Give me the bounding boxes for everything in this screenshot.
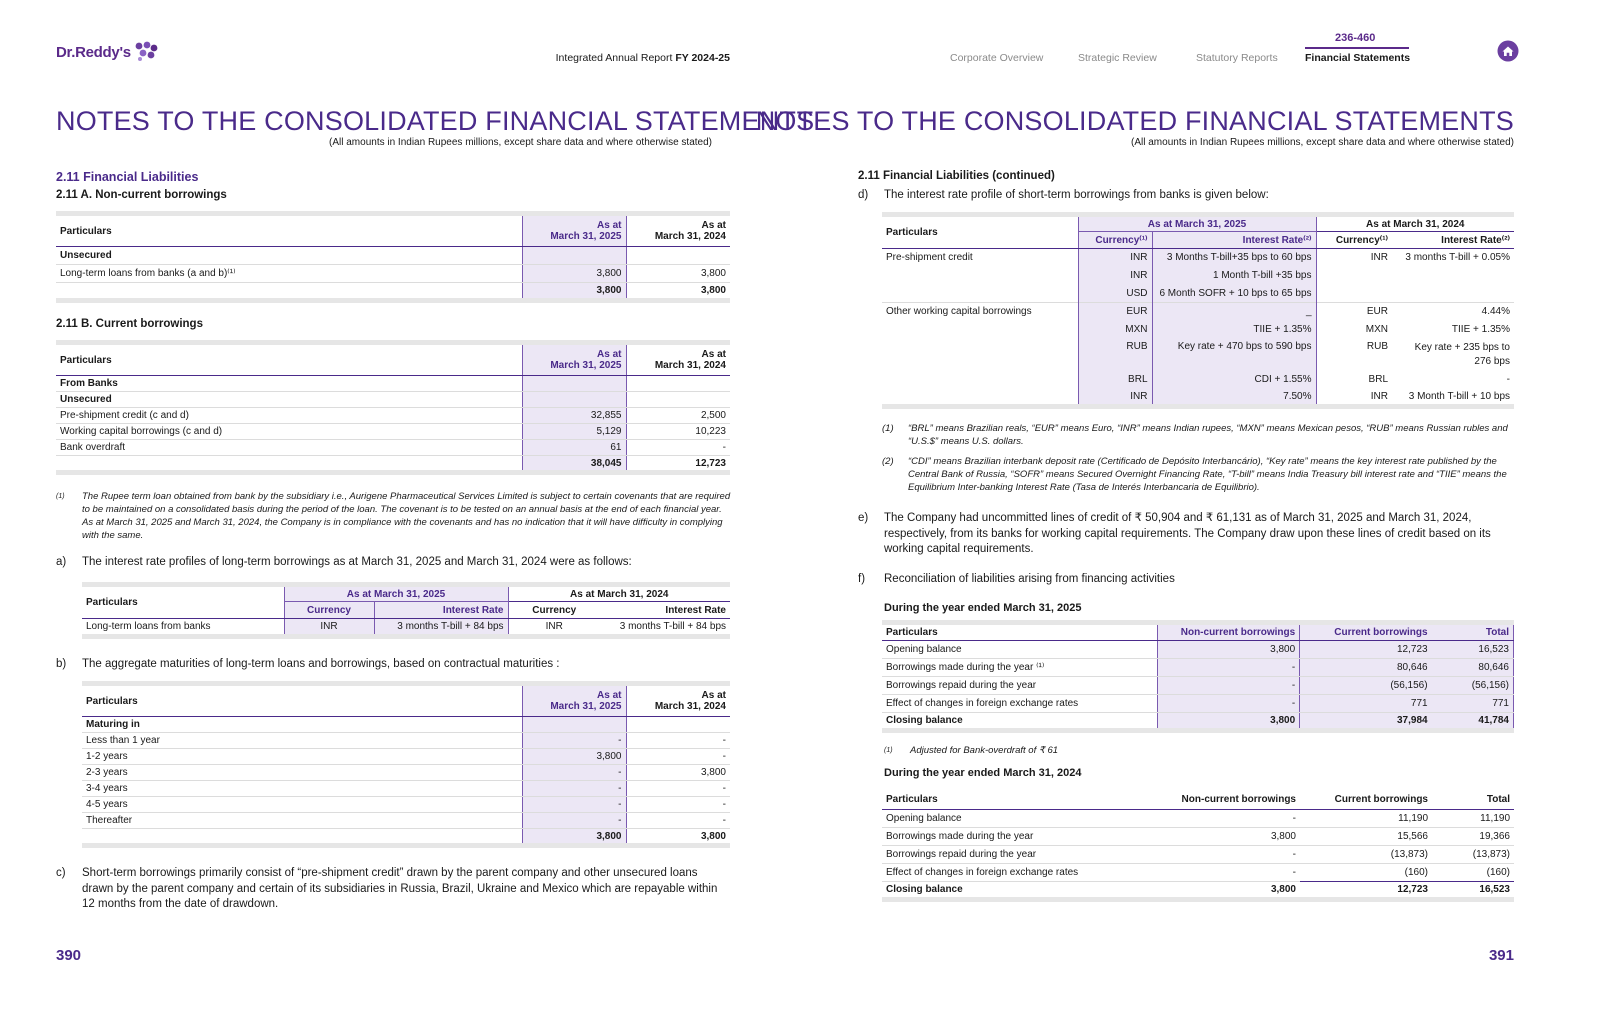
cell-2025: 5,129 bbox=[522, 424, 626, 440]
cell-2025: 3,800 bbox=[522, 749, 626, 765]
col-header-particulars: Particulars bbox=[882, 623, 1158, 641]
cell-rate-2024: 4.44% bbox=[1481, 306, 1510, 318]
cell-2025: - bbox=[522, 813, 626, 829]
table-row bbox=[882, 641, 1514, 659]
col-header-particulars: Particulars bbox=[882, 215, 1078, 249]
cell-total: 16,523 bbox=[1432, 641, 1514, 659]
cell-2024: - bbox=[626, 440, 730, 456]
col-header-2025-line1: As at bbox=[597, 690, 622, 701]
cell-currency-2025: INR bbox=[1078, 249, 1152, 267]
cell-rate-2025: 7.50% bbox=[1152, 389, 1316, 407]
col-header-2024 bbox=[626, 684, 730, 717]
paragraph-text: Reconciliation of liabilities arising from financing activities bbox=[884, 573, 1175, 585]
table-row bbox=[56, 392, 730, 408]
row-label bbox=[882, 339, 1078, 371]
col-header-2024: As at March 31, 2024 bbox=[1316, 215, 1514, 232]
report-title bbox=[556, 52, 730, 64]
row-label: Pre-shipment credit bbox=[886, 252, 973, 264]
cell-rate-2025: TIIE + 1.35% bbox=[1152, 321, 1316, 339]
cell-noncurrent: - bbox=[1158, 809, 1300, 827]
row-label: 4-5 years bbox=[82, 797, 522, 813]
row-label: 2-3 years bbox=[82, 765, 522, 781]
section-heading-2-11-continued: 2.11 Financial Liabilities (continued) bbox=[858, 170, 1055, 182]
cell-2025 bbox=[522, 376, 626, 392]
cell-current: 771 bbox=[1300, 695, 1432, 713]
cell-2025: - bbox=[522, 733, 626, 749]
total-2024: 3,800 bbox=[626, 829, 730, 846]
col-header-2024-line1: As at bbox=[701, 349, 726, 360]
paragraph-text: The interest rate profiles of long-term borrowings as at March 31, 2025 and March 31, 2024 were as follows: bbox=[82, 556, 632, 568]
cell-currency-2025: RUB bbox=[1078, 339, 1152, 371]
col-header-2024-line1: As at bbox=[701, 220, 726, 231]
paragraph-marker: a) bbox=[56, 556, 67, 568]
paragraph-text: Short-term borrowings primarily consist of “pre-shipment credit” drawn by the parent company and other unsecured loans drawn by the parent company and certain of its subsidiaries in Russia, Brazil, Ukraine and Mexico which are repayable within 12 months from the date of drawdown. bbox=[82, 867, 718, 910]
table-row bbox=[82, 749, 730, 765]
cell-2025 bbox=[522, 392, 626, 408]
row-label bbox=[882, 321, 1078, 339]
cell-noncurrent: 3,800 bbox=[1270, 883, 1296, 895]
row-label: Effect of changes in foreign exchange rates bbox=[882, 695, 1158, 713]
closing-row bbox=[882, 713, 1514, 731]
cell-current: (160) bbox=[1300, 863, 1432, 881]
col-header-particulars: Particulars bbox=[56, 343, 522, 376]
table-row bbox=[882, 371, 1514, 389]
cell-currency-2025: BRL bbox=[1078, 371, 1152, 389]
closing-row bbox=[882, 881, 1514, 899]
cell-rate-2025: CDI + 1.55% bbox=[1152, 371, 1316, 389]
page-subtitle: (All amounts in Indian Rupees millions, except share data and where otherwise stated) bbox=[329, 137, 712, 148]
table-row bbox=[82, 813, 730, 829]
paragraph-text: The Company had uncommitted lines of credit of ₹ 50,904 and ₹ 61,131 as of March 31, 2025 and March 31, 2024, respectively, from its banks for working capital requirements. The Company draw upon these lines of credit based on its working capital requirements. bbox=[884, 512, 1491, 555]
current-borrowings-table bbox=[56, 340, 730, 475]
cell-2024: - bbox=[626, 797, 730, 813]
col-header-2025: As at March 31, 2025 bbox=[284, 585, 508, 602]
company-logo[interactable] bbox=[56, 41, 159, 63]
cell-2025: - bbox=[522, 797, 626, 813]
col-header-rate-2025: Interest Rate bbox=[374, 602, 508, 619]
col-header-2024 bbox=[626, 343, 730, 376]
table-row bbox=[56, 247, 730, 265]
row-label: Borrowings made during the year bbox=[882, 827, 1158, 845]
report-title-prefix: Integrated Annual Report bbox=[555, 52, 676, 64]
footnote-text: “CDI” means Brazilian interbank deposit rate (Certificado de Depósito Interbancário), “Key rate” means the key interest rate published by the Central Bank of Russia, “SOFR” means Secured Overnight Financing Rate, “T-bill” means India Treasury bill interest rate and “TIIE” means the Equilibrium Inter-banking Interest Rate (Tasa de Interés Interbancaria de Equilibrio). bbox=[908, 456, 1507, 493]
cell-rate-2024: TIIE + 1.35% bbox=[1451, 324, 1510, 335]
cell-noncurrent: 3,800 bbox=[1158, 641, 1300, 659]
cell-currency-2024 bbox=[1316, 267, 1392, 285]
col-header-2025-line1: As at bbox=[597, 349, 622, 360]
year-heading-2024: During the year ended March 31, 2024 bbox=[884, 767, 1082, 779]
reconciliation-2025-table bbox=[882, 620, 1514, 733]
table-row bbox=[82, 717, 730, 733]
col-header-currency-2024: Currency⁽¹⁾ bbox=[1316, 232, 1392, 249]
nav-active-indicator bbox=[1305, 47, 1409, 49]
cell-rate-2024: - bbox=[1506, 374, 1510, 385]
row-label: Effect of changes in foreign exchange rates bbox=[882, 863, 1158, 881]
shortterm-interest-rate-table bbox=[882, 212, 1514, 409]
maturities-table bbox=[82, 681, 730, 848]
row-label bbox=[882, 389, 1078, 407]
footnote-marker: (2) bbox=[882, 456, 894, 467]
table-row bbox=[56, 376, 730, 392]
cell-2024: - bbox=[626, 781, 730, 797]
total-2024: 3,800 bbox=[626, 283, 730, 301]
paragraph-text: The aggregate maturities of long-term loans and borrowings, based on contractual maturities : bbox=[82, 658, 560, 670]
nav-financial-statements[interactable]: Financial Statements bbox=[1305, 52, 1411, 64]
cell-total: 16,523 bbox=[1479, 883, 1510, 895]
cell-total: 771 bbox=[1432, 695, 1514, 713]
row-label: Thereafter bbox=[82, 813, 522, 829]
cell-noncurrent: - bbox=[1158, 863, 1300, 881]
cell-rate-2024 bbox=[1392, 267, 1514, 285]
logo-text: Dr.Reddy's bbox=[56, 43, 131, 61]
table-row bbox=[882, 827, 1514, 845]
footnote-text: “BRL” means Brazilian reals, “EUR” means Euro, “INR” means Indian rupees, “MXN” means Mexican pesos, “RUB” means Russian rubles and “U.S.$” means U.S. dollars. bbox=[908, 423, 1508, 447]
paragraph-marker: b) bbox=[56, 658, 67, 670]
col-header-2024: As at March 31, 2024 bbox=[508, 585, 730, 602]
nav-page-range: 236-460 bbox=[1335, 32, 1376, 44]
paragraph-text: The interest rate profile of short-term borrowings from banks is given below: bbox=[884, 189, 1269, 201]
row-label: Long-term loans from banks bbox=[86, 621, 211, 632]
cell-2025: - bbox=[522, 765, 626, 781]
col-header-currency-2025: Currency⁽¹⁾ bbox=[1078, 232, 1152, 249]
row-label: Unsecured bbox=[56, 247, 522, 265]
cell-noncurrent: - bbox=[1158, 659, 1300, 677]
report-title-fy: FY 2024-25 bbox=[675, 52, 730, 64]
total-2025: 3,800 bbox=[522, 829, 626, 846]
cell-2025: 61 bbox=[522, 440, 626, 456]
col-header-2025-line2: March 31, 2025 bbox=[550, 701, 622, 712]
total-row bbox=[56, 456, 730, 473]
table-row bbox=[882, 249, 1514, 267]
cell-rate-2025: Key rate + 470 bps to 590 bps bbox=[1152, 339, 1316, 371]
cell-2025 bbox=[522, 717, 626, 733]
col-header-rate-2025: Interest Rate⁽²⁾ bbox=[1152, 232, 1316, 249]
cell-total: (13,873) bbox=[1432, 845, 1514, 863]
table-row bbox=[882, 321, 1514, 339]
table-row bbox=[882, 389, 1514, 407]
row-label: Unsecured bbox=[56, 392, 522, 408]
page-number: 390 bbox=[56, 947, 82, 964]
total-2025: 38,045 bbox=[522, 456, 626, 473]
table-row bbox=[882, 285, 1514, 303]
cell-currency-2025: INR bbox=[1078, 389, 1152, 407]
cell-rate-2025: 3 months T-bill + 84 bps bbox=[374, 619, 508, 637]
cell-total: 41,784 bbox=[1432, 713, 1514, 731]
table-row bbox=[82, 733, 730, 749]
cell-rate-2025: _ bbox=[1152, 303, 1316, 321]
col-header-2025 bbox=[522, 684, 626, 717]
cell-rate-2025: 6 Month SOFR + 10 bps to 65 bps bbox=[1152, 285, 1316, 303]
table-row bbox=[882, 677, 1514, 695]
home-icon[interactable] bbox=[1497, 40, 1519, 62]
cell-rate-2024: Key rate + 235 bps to 276 bps bbox=[1414, 341, 1510, 367]
col-header-particulars: Particulars bbox=[882, 791, 1158, 809]
cell-current: 12,723 bbox=[1397, 883, 1428, 895]
cell-currency-2024: RUB bbox=[1366, 340, 1388, 352]
cell-current: (13,873) bbox=[1300, 845, 1432, 863]
row-label: Closing balance bbox=[882, 713, 1158, 731]
total-2024: 12,723 bbox=[626, 456, 730, 473]
cell-2024: 3,800 bbox=[626, 765, 730, 781]
col-header-current: Current borrowings bbox=[1300, 623, 1432, 641]
col-header-2024-line2: March 31, 2024 bbox=[654, 231, 726, 242]
page-subtitle: (All amounts in Indian Rupees millions, except share data and where otherwise stated) bbox=[1131, 137, 1514, 148]
cell-total: (56,156) bbox=[1432, 677, 1514, 695]
col-header-currency-2025: Currency bbox=[284, 602, 374, 619]
table-row bbox=[56, 440, 730, 456]
cell-noncurrent: 3,800 bbox=[1158, 827, 1300, 845]
table-row bbox=[882, 845, 1514, 863]
col-header-total: Total bbox=[1432, 791, 1514, 809]
nav-strategic-review[interactable]: Strategic Review bbox=[1078, 52, 1157, 64]
col-header-2025 bbox=[522, 214, 626, 247]
col-header-total: Total bbox=[1432, 623, 1514, 641]
cell-2025: 32,855 bbox=[522, 408, 626, 424]
cell-noncurrent: - bbox=[1158, 695, 1300, 713]
cell-currency-2024: INR bbox=[1370, 252, 1388, 264]
col-header-2025-line2: March 31, 2025 bbox=[550, 231, 622, 242]
cell-current: (56,156) bbox=[1300, 677, 1432, 695]
row-label: Bank overdraft bbox=[56, 440, 522, 456]
cell-total: 19,366 bbox=[1432, 827, 1514, 845]
cell-currency-2024: MXN bbox=[1365, 324, 1388, 335]
col-header-2024-line2: March 31, 2024 bbox=[654, 701, 726, 712]
section-heading-2-11b: 2.11 B. Current borrowings bbox=[56, 318, 203, 330]
section-heading-2-11a: 2.11 A. Non-current borrowings bbox=[56, 189, 227, 201]
cell-rate-2024 bbox=[1392, 285, 1514, 303]
cell-rate-2024: 3 months T-bill + 84 bps bbox=[619, 621, 726, 632]
nav-statutory-reports[interactable]: Statutory Reports bbox=[1196, 52, 1278, 64]
longterm-interest-rate-table bbox=[82, 582, 730, 639]
right-page bbox=[755, 0, 1600, 1012]
cell-currency-2025: EUR bbox=[1078, 303, 1152, 321]
table-row bbox=[56, 265, 730, 283]
cell-current: 12,723 bbox=[1300, 641, 1432, 659]
cell-currency-2025: MXN bbox=[1078, 321, 1152, 339]
cell-2024: 10,223 bbox=[626, 424, 730, 440]
reconciliation-2024-table bbox=[882, 791, 1514, 902]
cell-current: 80,646 bbox=[1300, 659, 1432, 677]
row-label: Working capital borrowings (c and d) bbox=[56, 424, 522, 440]
cell-2024: - bbox=[626, 749, 730, 765]
cell-2024 bbox=[626, 392, 730, 408]
table-row bbox=[56, 424, 730, 440]
paragraph-marker: e) bbox=[858, 512, 869, 524]
row-label: Opening balance bbox=[882, 641, 1158, 659]
paragraph-marker: d) bbox=[858, 189, 869, 201]
row-label: From Banks bbox=[56, 376, 522, 392]
total-2025: 3,800 bbox=[522, 283, 626, 301]
cell-currency-2025: USD bbox=[1078, 285, 1152, 303]
cell-rate-2025: 1 Month T-bill +35 bps bbox=[1152, 267, 1316, 285]
col-header-2025: As at March 31, 2025 bbox=[1078, 215, 1316, 232]
table-row bbox=[882, 339, 1514, 371]
row-label: 1-2 years bbox=[82, 749, 522, 765]
row-label: Long-term loans from banks (a and b)⁽¹⁾ bbox=[56, 265, 522, 283]
page-title: NOTES TO THE CONSOLIDATED FINANCIAL STATEMENTS bbox=[56, 106, 815, 136]
cell-rate-2025: 3 Months T-bill+35 bps to 60 bps bbox=[1152, 249, 1316, 267]
year-heading-2025: During the year ended March 31, 2025 bbox=[884, 602, 1082, 614]
table-row bbox=[82, 797, 730, 813]
cell-2024 bbox=[626, 247, 730, 265]
cell-noncurrent: - bbox=[1158, 677, 1300, 695]
row-label: Borrowings repaid during the year bbox=[882, 677, 1158, 695]
row-label: Closing balance bbox=[886, 883, 963, 895]
row-label: Opening balance bbox=[882, 809, 1158, 827]
cell-currency-2024: EUR bbox=[1366, 306, 1388, 318]
section-heading-2-11: 2.11 Financial Liabilities bbox=[56, 170, 199, 184]
col-header-noncurrent: Non-current borrowings bbox=[1158, 791, 1300, 809]
cell-2024 bbox=[626, 376, 730, 392]
cell-2024 bbox=[626, 717, 730, 733]
cell-currency-2025: INR bbox=[284, 619, 374, 637]
cell-rate-2024: 3 Month T-bill + 10 bps bbox=[1408, 390, 1510, 402]
col-header-2025 bbox=[522, 343, 626, 376]
cell-current: 11,190 bbox=[1300, 809, 1432, 827]
col-header-2025-line2: March 31, 2025 bbox=[550, 360, 622, 371]
cell-noncurrent: - bbox=[1158, 845, 1300, 863]
row-label bbox=[882, 371, 1078, 389]
table-row bbox=[82, 619, 730, 637]
row-label bbox=[882, 285, 1078, 303]
cell-noncurrent: 3,800 bbox=[1158, 713, 1300, 731]
table-row bbox=[882, 267, 1514, 285]
logo-mark-icon bbox=[133, 41, 159, 63]
cell-currency-2025: INR bbox=[1078, 267, 1152, 285]
col-header-2025-line1: As at bbox=[597, 220, 622, 231]
cell-currency-2024: INR bbox=[545, 621, 563, 632]
total-row bbox=[56, 283, 730, 301]
row-label: Borrowings made during the year ⁽¹⁾ bbox=[882, 659, 1158, 677]
footnote-marker: (1) bbox=[884, 747, 893, 754]
col-header-rate-2024: Interest Rate⁽²⁾ bbox=[1392, 232, 1514, 249]
row-label: Maturing in bbox=[82, 717, 522, 733]
col-header-currency-2024: Currency bbox=[508, 602, 600, 619]
footnote-text: The Rupee term loan obtained from bank by the subsidiary i.e., Aurigene Pharmaceutical Services Limited is subject to certain covenants that are required to be maintained on a consolidated basis during the period of the loan. The covenant is to be tested on an annual basis at the end of each financial year. As at March 31, 2025 and March 31, 2024, the Company is in compliance with the covenants and has no indication that it will have difficulty in complying with the same. bbox=[82, 491, 731, 541]
paragraph-marker: f) bbox=[858, 573, 866, 585]
cell-rate-2024: 3 months T-bill + 0.05% bbox=[1405, 252, 1510, 264]
cell-2025: - bbox=[522, 781, 626, 797]
footnote-text: Adjusted for Bank-overdraft of ₹ 61 bbox=[910, 745, 1059, 756]
table-row bbox=[882, 863, 1514, 881]
col-header-noncurrent: Non-current borrowings bbox=[1158, 623, 1300, 641]
col-header-2024 bbox=[626, 214, 730, 247]
row-label bbox=[882, 267, 1078, 285]
cell-current: 37,984 bbox=[1300, 713, 1432, 731]
table-row bbox=[882, 695, 1514, 713]
col-header-particulars: Particulars bbox=[56, 214, 522, 247]
col-header-rate-2024: Interest Rate bbox=[600, 602, 730, 619]
row-label: Borrowings repaid during the year bbox=[882, 845, 1158, 863]
nav-corporate-overview[interactable]: Corporate Overview bbox=[950, 52, 1044, 64]
cell-total: 11,190 bbox=[1432, 809, 1514, 827]
cell-currency-2024: BRL bbox=[1368, 374, 1388, 385]
row-label: Pre-shipment credit (c and d) bbox=[56, 408, 522, 424]
cell-total: (160) bbox=[1432, 863, 1514, 881]
col-header-current: Current borrowings bbox=[1300, 791, 1432, 809]
cell-2025: 3,800 bbox=[522, 265, 626, 283]
footnote-marker: (1) bbox=[882, 423, 894, 434]
cell-currency-2024 bbox=[1316, 285, 1392, 303]
footnote-marker: (1) bbox=[56, 493, 65, 500]
noncurrent-borrowings-table bbox=[56, 211, 730, 303]
cell-2024: - bbox=[626, 733, 730, 749]
cell-2024: 2,500 bbox=[626, 408, 730, 424]
table-row bbox=[882, 303, 1514, 321]
table-row bbox=[56, 408, 730, 424]
col-header-2024-line2: March 31, 2024 bbox=[654, 360, 726, 371]
row-label: 3-4 years bbox=[82, 781, 522, 797]
row-label: Other working capital borrowings bbox=[886, 306, 1032, 318]
col-header-particulars: Particulars bbox=[82, 585, 284, 619]
cell-current: 15,566 bbox=[1300, 827, 1432, 845]
table-row bbox=[882, 809, 1514, 827]
cell-currency-2024: INR bbox=[1370, 390, 1388, 402]
cell-2024: - bbox=[626, 813, 730, 829]
cell-2025 bbox=[522, 247, 626, 265]
table-row bbox=[882, 659, 1514, 677]
cell-2024: 3,800 bbox=[626, 265, 730, 283]
col-header-particulars: Particulars bbox=[82, 684, 522, 717]
cell-total: 80,646 bbox=[1432, 659, 1514, 677]
total-row bbox=[82, 829, 730, 846]
page-number: 391 bbox=[1488, 947, 1514, 964]
paragraph-marker: c) bbox=[56, 867, 66, 879]
col-header-2024-line1: As at bbox=[701, 690, 726, 701]
table-row bbox=[82, 781, 730, 797]
row-label: Less than 1 year bbox=[82, 733, 522, 749]
table-row bbox=[82, 765, 730, 781]
page-title: NOTES TO THE CONSOLIDATED FINANCIAL STATEMENTS bbox=[755, 106, 1514, 136]
